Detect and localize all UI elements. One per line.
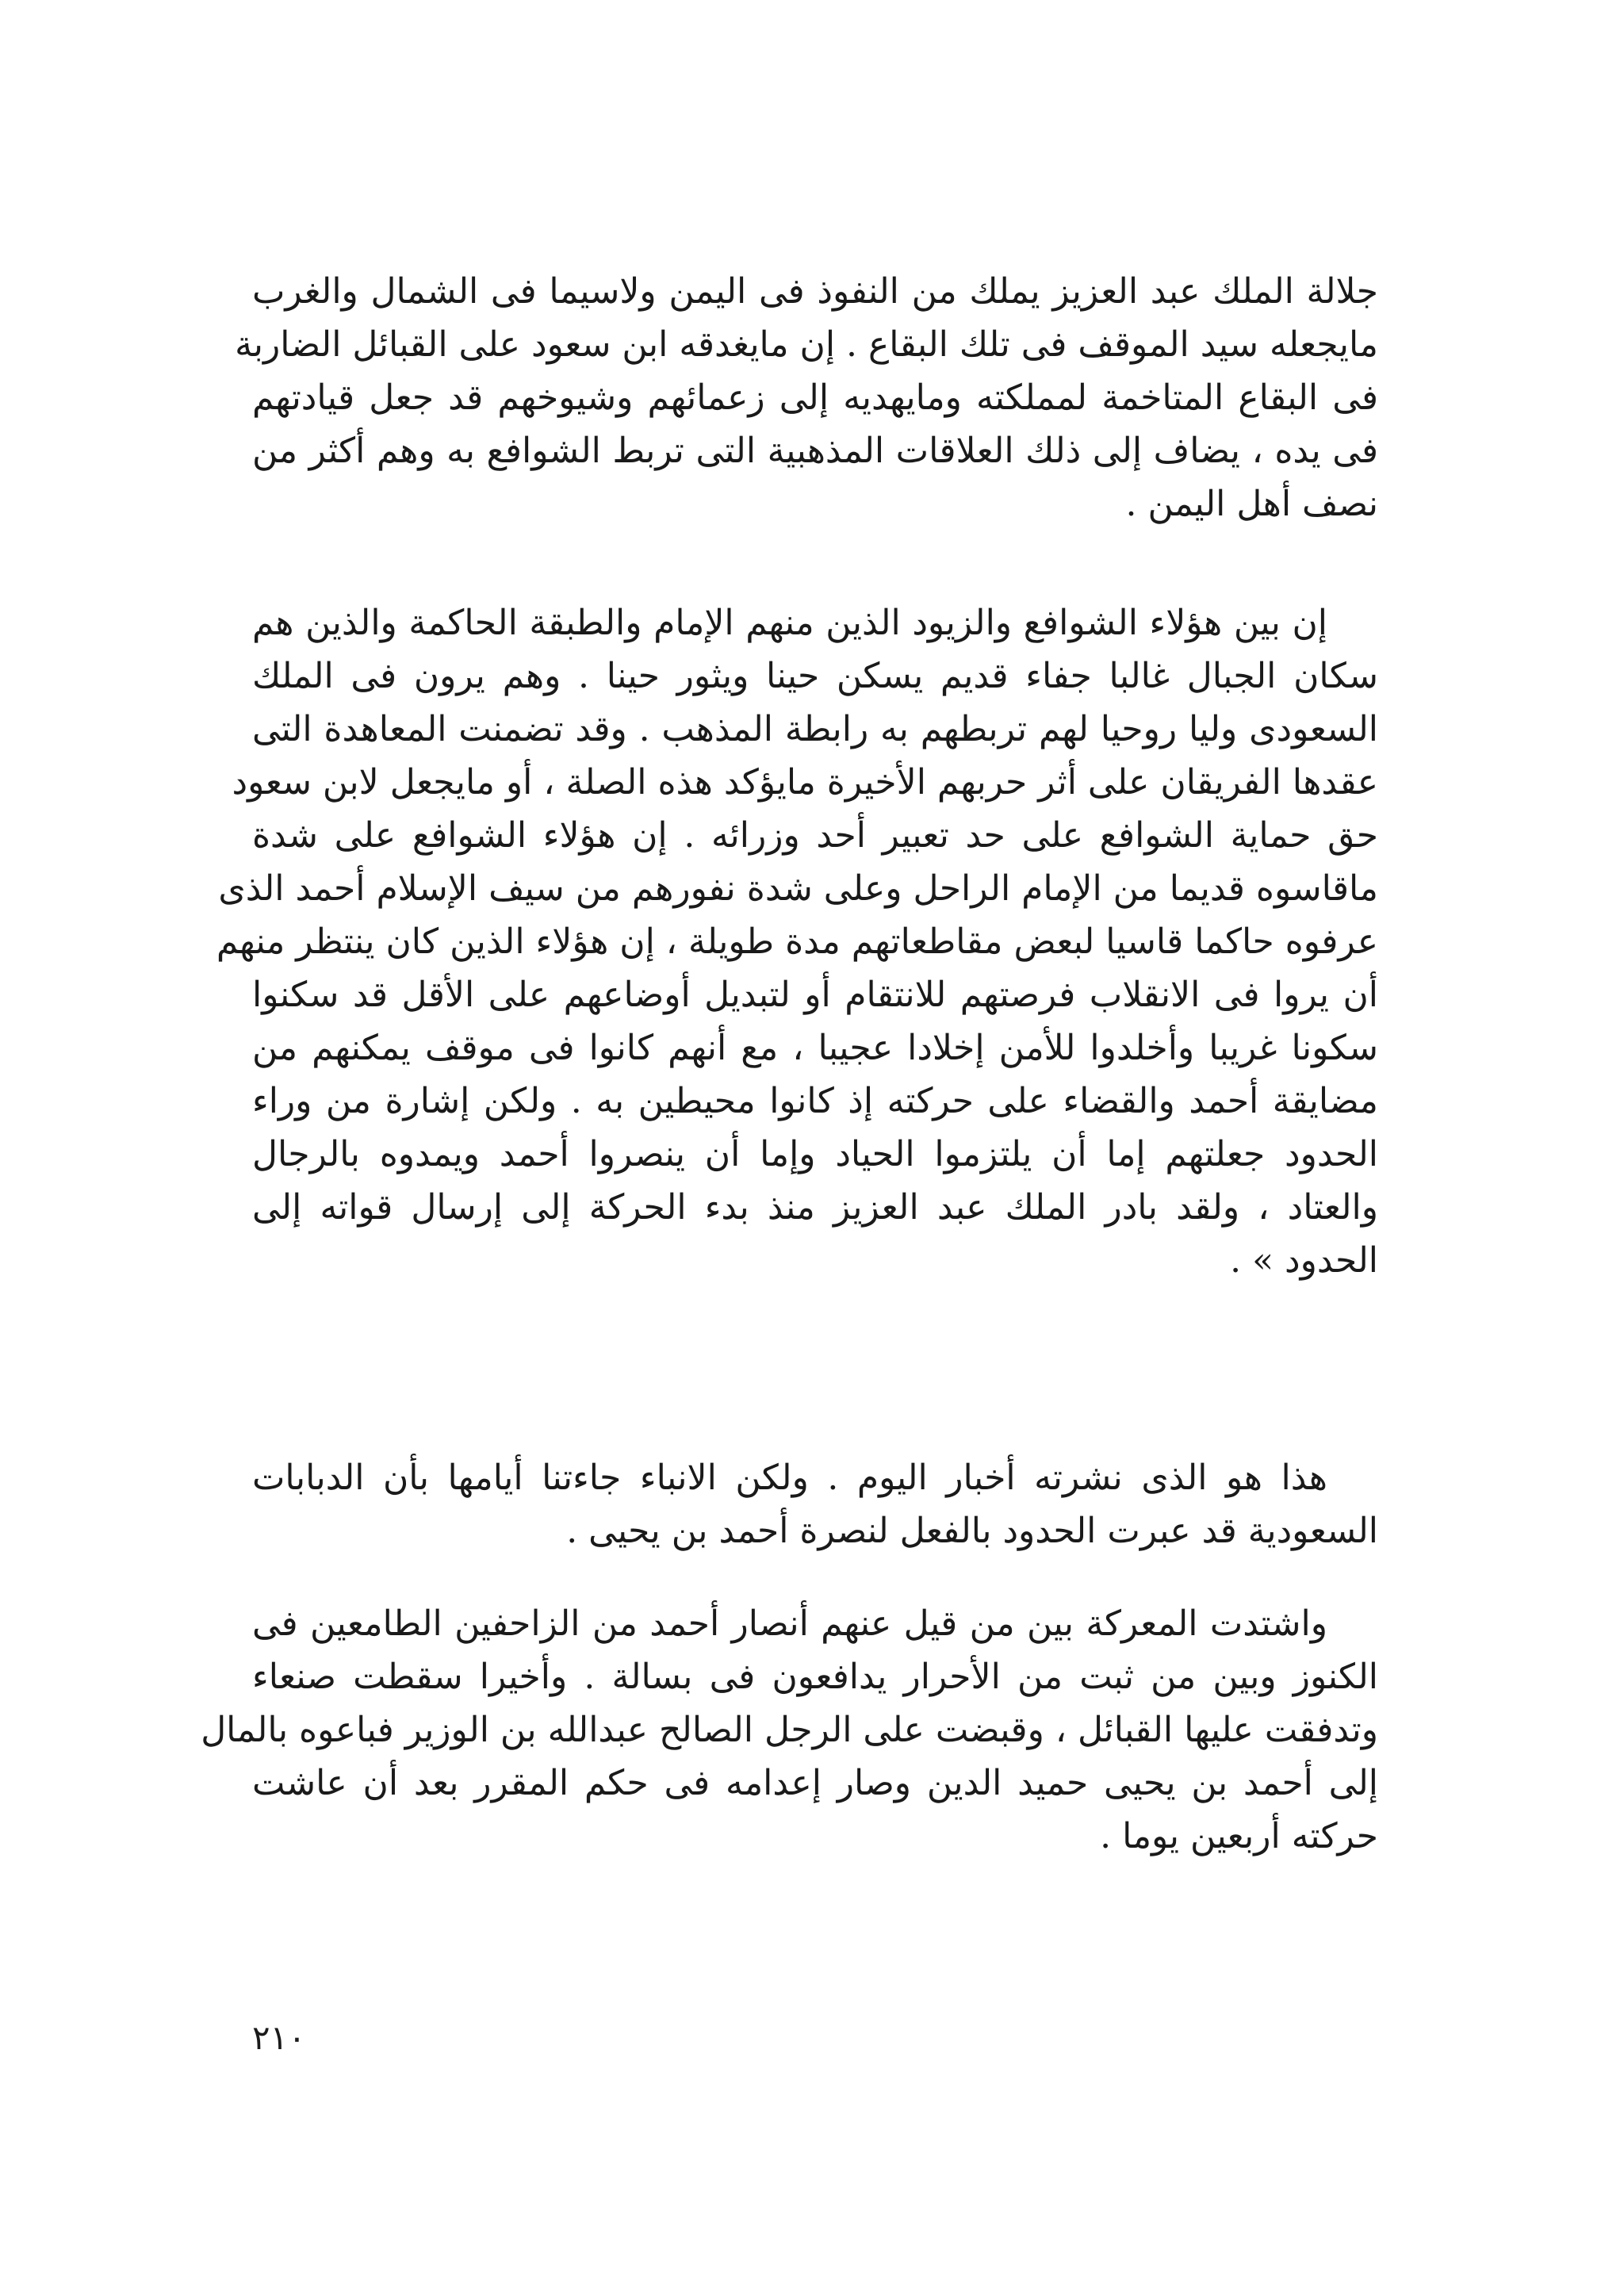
paragraph-2-line-5: حق حماية الشوافع على حد تعبير أحد وزرائه . إن هؤلاء الشوافع على شدة	[252, 815, 1378, 856]
paragraph-4-line-5: حركته أربعين يوما .	[1100, 1816, 1378, 1856]
paragraph-1-line-3: فى البقاع المتاخمة لمملكته ومايهديه إلى زعمائهم وشيوخهم قد جعل قيادتهم	[252, 377, 1378, 418]
paragraph-3	[252, 1451, 1378, 1557]
paragraph-2-line-13: الحدود » .	[1230, 1240, 1378, 1281]
paragraph-2-line-11: الحدود جعلتهم إما أن يلتزموا الحياد وإما أن ينصروا أحمد ويمدوه بالرجال	[252, 1134, 1378, 1174]
paragraph-2	[216, 596, 1378, 1287]
paragraph-1-line-4: فى يده ، يضاف إلى ذلك العلاقات المذهبية التى تربط الشوافع به وهم أكثر من	[252, 431, 1378, 471]
paragraph-1-line-5: نصف أهل اليمن .	[1125, 484, 1378, 524]
paragraph-3-line-2: السعودية قد عبرت الحدود بالفعل لنصرة أحمد بن يحيى .	[566, 1511, 1378, 1551]
paragraph-4-line-1: واشتدت المعركة بين من قيل عنهم أنصار أحمد من الزاحفين الطامعين فى	[252, 1603, 1327, 1644]
paragraph-2-line-8: أن يروا فى الانقلاب فرصتهم للانتقام أو لتبديل أوضاعهم على الأقل قد سكنوا	[252, 975, 1378, 1015]
paragraph-2-line-1: إن بين هؤلاء الشوافع والزيود الذين منهم الإمام والطبقة الحاكمة والذين هم	[252, 603, 1327, 643]
paragraph-4	[201, 1597, 1378, 1863]
paragraph-4-line-4: إلى أحمد بن يحيى حميد الدين وصار إعدامه فى حكم المقرر بعد أن عاشت	[252, 1763, 1378, 1803]
paragraph-1-line-1: جلالة الملك عبد العزيز يملك من النفوذ فى اليمن ولاسيما فى الشمال والغرب	[252, 271, 1378, 312]
paragraph-1	[235, 265, 1378, 531]
paragraph-2-line-9: سكونا غريبا وأخلدوا للأمن إخلادا عجيبا ، مع أنهم كانوا فى موقف يمكنهم من	[252, 1028, 1378, 1068]
paragraph-4-line-3: وتدفقت عليها القبائل ، وقبضت على الرجل الصالح عبدالله بن الوزير فباعوه بالمال	[201, 1710, 1378, 1750]
paragraph-2-line-12: والعتاد ، ولقد بادر الملك عبد العزيز منذ بدء الحركة إلى إرسال قواته إلى	[252, 1187, 1378, 1228]
paragraph-1-line-2: مايجعله سيد الموقف فى تلك البقاع . إن مايغدقه ابن سعود على القبائل الضاربة	[235, 324, 1378, 365]
paragraph-2-line-4: عقدها الفريقان على أثر حربهم الأخيرة مايؤكد هذه الصلة ، أو مايجعل لابن سعود	[232, 762, 1378, 803]
paragraph-2-line-10: مضايقة أحمد والقضاء على حركته إذ كانوا محيطين به . ولكن إشارة من وراء	[252, 1081, 1378, 1121]
paragraph-3-line-1: هذا هو الذى نشرته أخبار اليوم . ولكن الانباء جاءتنا أيامها بأن الدبابات	[252, 1458, 1327, 1498]
paragraph-2-line-7: عرفوه حاكما قاسيا لبعض مقاطعاتهم مدة طويلة ، إن هؤلاء الذين كان ينتظر منهم	[216, 921, 1378, 962]
paragraph-2-line-6: ماقاسوه قديما من الإمام الراحل وعلى شدة نفورهم من سيف الإسلام أحمد الذى	[218, 868, 1378, 909]
paragraph-4-line-2: الكنوز وبين من ثبت من الأحرار يدافعون فى بسالة . وأخيرا سقطت صنعاء	[252, 1657, 1378, 1697]
paragraph-2-line-2: سكان الجبال غالبا جفاء قديم يسكن حينا ويثور حينا . وهم يرون فى الملك	[252, 656, 1378, 696]
paragraph-2-line-3: السعودى وليا روحيا لهم تربطهم به رابطة المذهب . وقد تضمنت المعاهدة التى	[252, 709, 1378, 749]
page-number: ٢١٠	[252, 2018, 306, 2057]
